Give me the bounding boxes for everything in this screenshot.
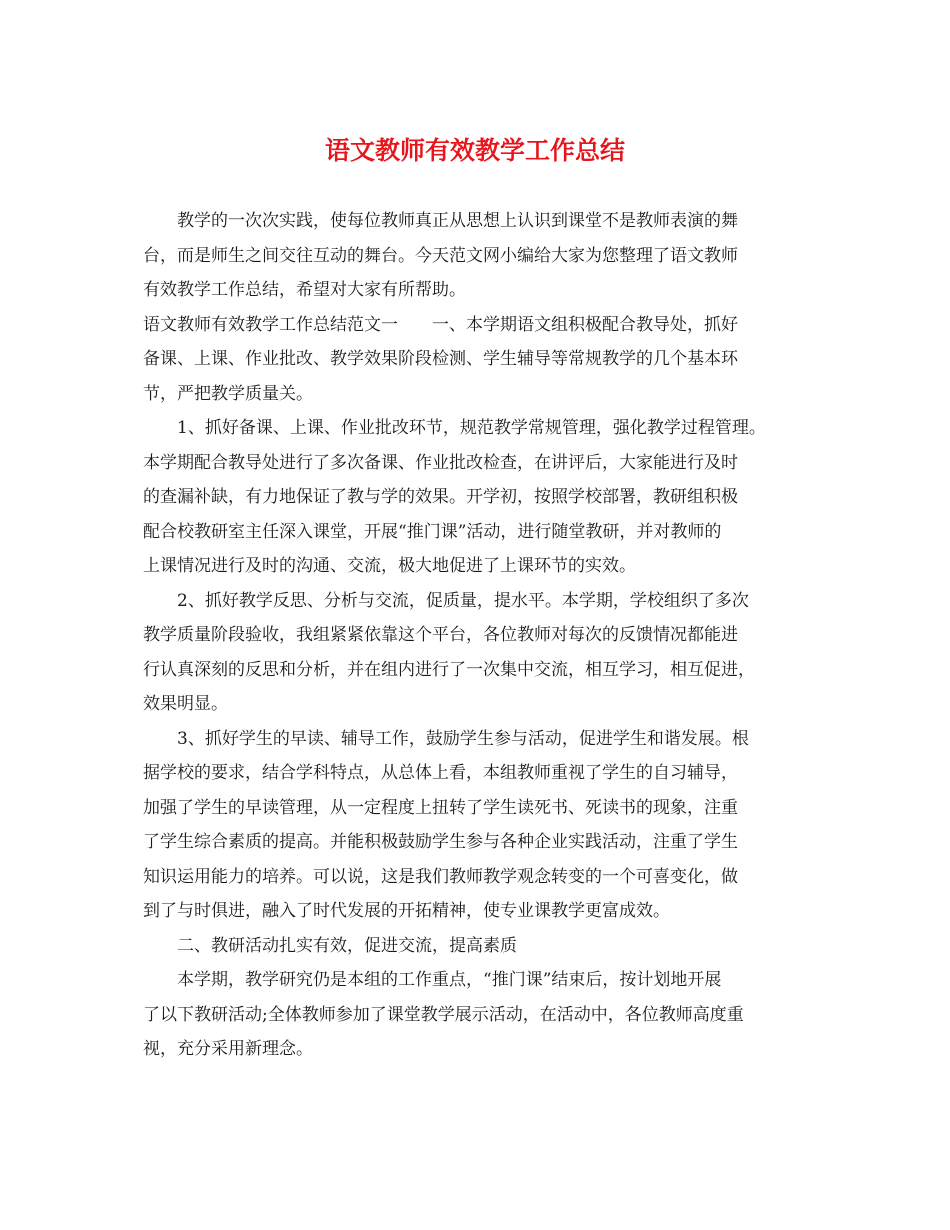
text-line: 行认真深刻的反思和分析，并在组内进行了一次集中交流，相互学习，相互促进， (143, 659, 755, 680)
text-line: 到了与时俱进，融入了时代发展的开拓精神，使专业课教学更富成效。 (143, 901, 670, 921)
text-line: 备课、上课、作业批改、教学效果阶段检测、学生辅导等常规教学的几个基本环 (143, 349, 738, 369)
text-line: 据学校的要求，结合学科特点，从总体上看，本组教师重视了学生的自习辅导， (143, 763, 738, 783)
text-line: 本学期配合教导处进行了多次备课、作业批改检查，在讲评后，大家能进行及时 (143, 452, 738, 473)
document-title: 语文教师有效教学工作总结 (324, 136, 625, 165)
text-line: 了学生综合素质的提高。并能积极鼓励学生参与各种企业实践活动，注重了学生 (143, 832, 738, 852)
text-line: 教学的一次次实践，使每位教师真正从思想上认识到课堂不是教师表演的舞 (177, 211, 738, 231)
text-line: 了以下教研活动;全体教师参加了课堂教学展示活动，在活动中，各位教师高度重 (143, 1004, 744, 1025)
text-line: 知识运用能力的培养。可以说，这是我们教师教学观念转变的一个可喜变化，做 (143, 866, 738, 887)
text-line: 1、抓好备课、上课、作业批改环节，规范教学常规管理，强化教学过程管理。 (177, 418, 766, 438)
text-line: 效果明显。 (143, 694, 228, 714)
text-line: 配合校教研室主任深入课堂，开展“推门课”活动，进行随堂教研，并对教师的 (143, 521, 722, 542)
text-line: 上课情况进行及时的沟通、交流，极大地促进了上课环节的实效。 (143, 556, 636, 576)
text-line: 2、抓好教学反思、分析与交流，促质量，提水平。本学期，学校组织了多次 (177, 590, 749, 611)
text-line: 的查漏补缺，有力地保证了教与学的效果。开学初，按照学校部署，教研组积极 (143, 487, 738, 507)
text-line: 教学质量阶段验收，我组紧紧依靠这个平台，各位教师对每次的反馈情况都能进 (143, 625, 738, 645)
text-line: 有效教学工作总结，希望对大家有所帮助。 (143, 280, 466, 300)
text-line: 节，严把教学质量关。 (143, 383, 313, 404)
text-line: 语文教师有效教学工作总结范文一 一、本学期语文组积极配合教导处，抓好 (143, 314, 738, 335)
text-line: 二、教研活动扎实有效，促进交流，提高素质 (177, 935, 517, 956)
document-body (143, 204, 818, 1067)
text-line: 视，充分采用新理念。 (143, 1039, 313, 1059)
text-line: 3、抓好学生的早读、辅导工作，鼓励学生参与活动，促进学生和谐发展。根 (177, 728, 749, 749)
text-line: 本学期，教学研究仍是本组的工作重点，“推门课”结束后，按计划地开展 (177, 970, 722, 990)
text-line: 台，而是师生之间交往互动的舞台。今天范文网小编给大家为您整理了语文教师 (143, 245, 738, 266)
text-line: 加强了学生的早读管理，从一定程度上扭转了学生读死书、死读书的现象，注重 (143, 797, 738, 818)
